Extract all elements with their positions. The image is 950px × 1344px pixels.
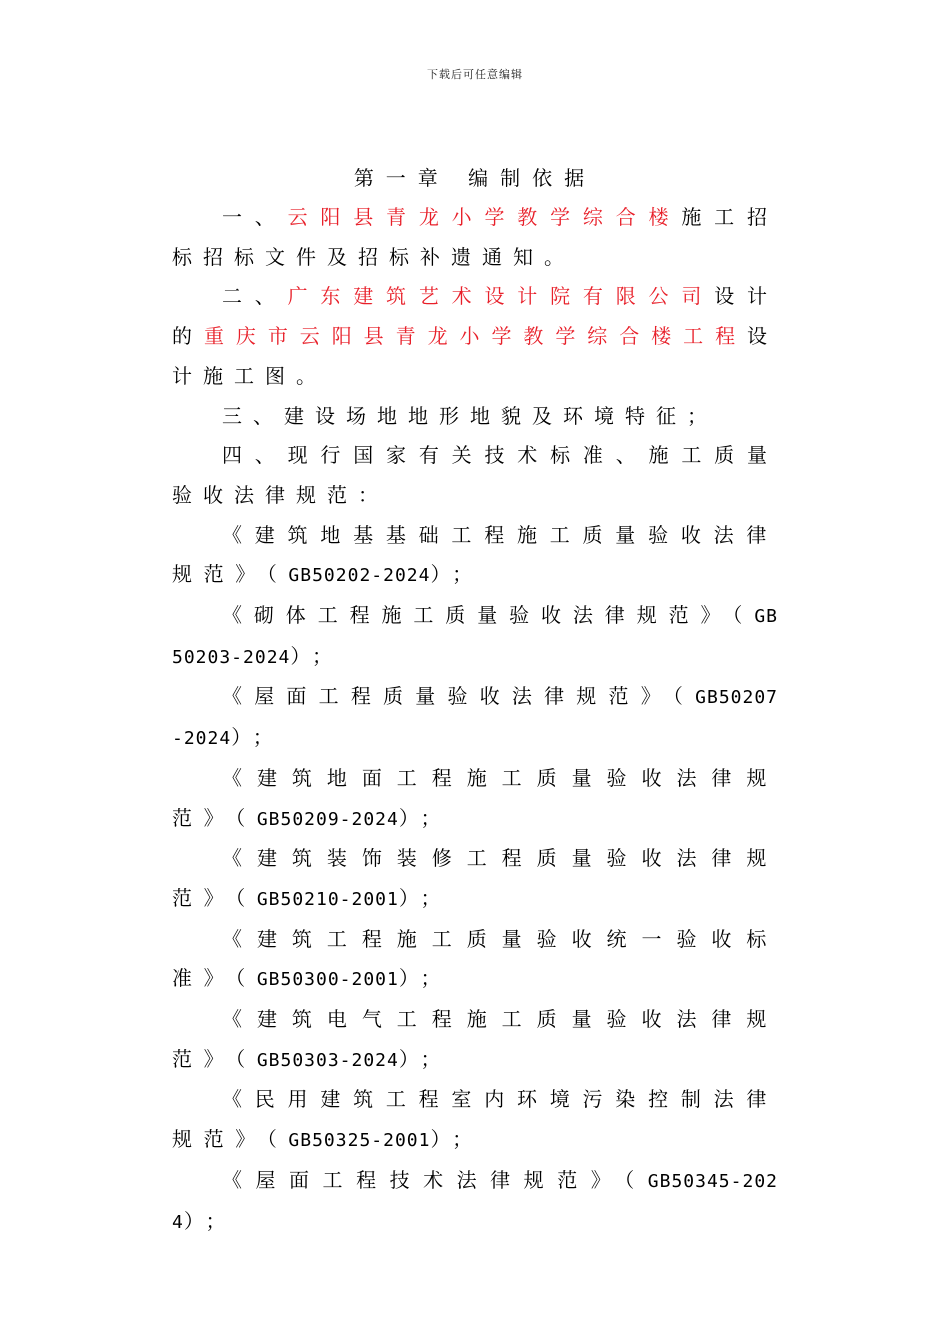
standard-name: 《建筑地面工程施工质量验收法律规范》 bbox=[172, 765, 778, 830]
project-full-name: 重庆市云阳县青龙小学教学综合楼工程 bbox=[203, 324, 748, 349]
standard-paren-open: （ bbox=[266, 562, 289, 587]
standard-item bbox=[172, 1000, 778, 1080]
page-header-note: 下载后可任意编辑 bbox=[427, 68, 523, 81]
design-institute-name: 广东建筑艺术设计院有限公司 bbox=[287, 284, 715, 309]
standard-code: GB50325-2001 bbox=[288, 1130, 431, 1152]
standard-paren-close: ）； bbox=[183, 1208, 238, 1233]
standard-name: 《民用建筑工程室内环境污染控制法律规范》 bbox=[172, 1087, 778, 1152]
item-text: 施工招标招标文件及招标补遗通知。 bbox=[172, 205, 778, 269]
standard-code: GB50210-2001 bbox=[256, 888, 399, 910]
item-number: 二、 bbox=[222, 284, 288, 309]
standard-paren-open: （ bbox=[235, 805, 257, 830]
standard-name: 《建筑装饰装修工程质量验收法律规范》 bbox=[172, 846, 778, 910]
standard-code: GB50300-2001 bbox=[256, 969, 399, 991]
standard-code: GB50345-2024 bbox=[172, 1170, 778, 1233]
standard-code: GB50209-2024 bbox=[256, 808, 399, 830]
standard-paren-close: ）； bbox=[398, 805, 453, 830]
standard-name: 《建筑地基基础工程施工质量验收法律规范》 bbox=[172, 522, 778, 587]
standard-item bbox=[172, 516, 778, 596]
item-number: 一、 bbox=[222, 205, 288, 229]
basis-item-3: 三、建设场地地形地貌及环境特征； bbox=[222, 403, 718, 428]
item-text: 设计施工图。 bbox=[172, 324, 779, 388]
standard-item bbox=[172, 677, 778, 758]
standard-item bbox=[172, 920, 778, 1000]
standard-paren-open: （ bbox=[235, 1046, 257, 1071]
standard-paren-close: ）； bbox=[231, 725, 285, 750]
standard-item bbox=[172, 759, 778, 839]
document-body bbox=[172, 198, 778, 1242]
standard-paren-open: （ bbox=[266, 1127, 289, 1152]
standard-code: GB50207-2024 bbox=[172, 687, 778, 750]
standard-item bbox=[172, 1161, 778, 1242]
standard-paren-close: ）； bbox=[290, 643, 344, 668]
standard-item bbox=[172, 596, 778, 677]
standard-code: GB50203-2024 bbox=[172, 606, 778, 668]
basis-item-2 bbox=[172, 277, 778, 396]
standard-paren-close: ）； bbox=[398, 1046, 453, 1071]
standard-name: 《屋面工程质量验收法律规范》 bbox=[222, 684, 673, 709]
standard-paren-open: （ bbox=[235, 885, 257, 910]
standard-paren-close: ）； bbox=[398, 966, 453, 991]
standard-item bbox=[172, 1080, 778, 1160]
chapter-title: 第一章 编制依据 bbox=[353, 166, 597, 190]
standard-code: GB50303-2024 bbox=[256, 1049, 399, 1071]
basis-item-4: 四、现行国家有关技术标准、施工质量验收法律规范： bbox=[172, 443, 778, 507]
standard-name: 《砌体工程施工质量验收法律规范》 bbox=[222, 603, 733, 628]
standard-paren-close: ）； bbox=[430, 562, 484, 587]
standard-paren-open: （ bbox=[235, 966, 257, 991]
project-name: 云阳县青龙小学教学综合楼 bbox=[287, 205, 682, 229]
standard-paren-close: ）； bbox=[398, 885, 453, 910]
standard-paren-open: （ bbox=[624, 1167, 648, 1192]
basis-item-1 bbox=[172, 198, 778, 277]
standard-code: GB50202-2024 bbox=[288, 565, 431, 587]
standard-paren-open: （ bbox=[672, 684, 696, 709]
standard-name: 《屋面工程技术法律规范》 bbox=[222, 1167, 625, 1192]
standard-paren-open: （ bbox=[732, 603, 755, 628]
standard-item bbox=[172, 839, 778, 919]
standard-name: 《建筑电气工程施工质量验收法律规范》 bbox=[172, 1007, 778, 1071]
item-text: 设计的 bbox=[172, 284, 778, 349]
standard-name: 《建筑工程施工质量验收统一验收标准》 bbox=[172, 926, 778, 991]
standards-list bbox=[172, 516, 778, 1243]
standard-paren-close: ）； bbox=[430, 1127, 484, 1152]
